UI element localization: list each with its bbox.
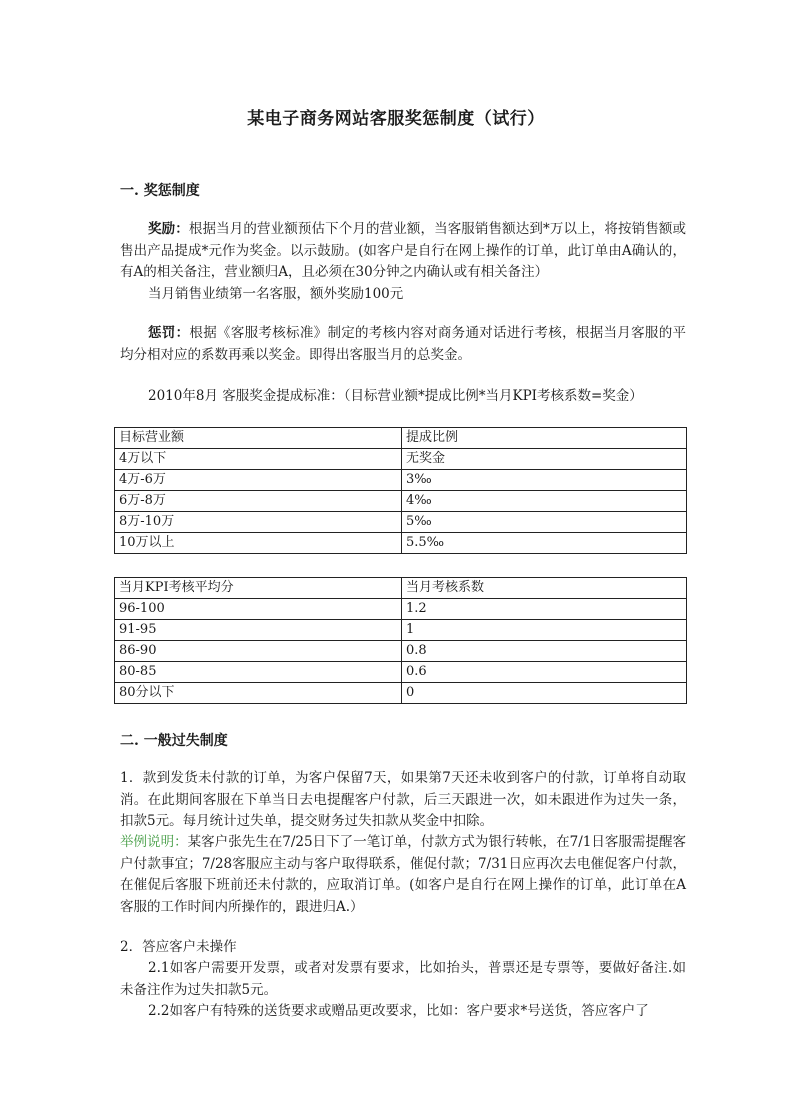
table-cell: 4‰ xyxy=(402,491,687,512)
table-row xyxy=(115,533,687,554)
table-row xyxy=(115,491,687,512)
table-cell: 8万-10万 xyxy=(115,512,402,533)
table-row xyxy=(115,641,687,662)
reward-text: 根据当月的营业额预估下个月的营业额，当客服销售额达到*万以上，将按销售额或售出产品提成*元作为奖金。以示鼓励。(如客户是自行在网上操作的订单，此订单由A确认的，有A的相关备注，营业额归A，且必须在30分钟之内确认或有相关备注） xyxy=(120,221,687,280)
table-cell: 0.6 xyxy=(402,662,687,683)
penalty-label: 惩罚： xyxy=(148,325,190,341)
table-row xyxy=(115,470,687,491)
reward-extra-line: 当月销售业绩第一名客服，额外奖励100元 xyxy=(148,286,404,302)
table-cell: 80分以下 xyxy=(115,683,402,704)
table-cell: 96-100 xyxy=(115,599,402,620)
table-row xyxy=(115,512,687,533)
table-row xyxy=(115,620,687,641)
item-2-heading: 2．答应客户未操作 xyxy=(120,939,237,955)
table-header-cell: 当月考核系数 xyxy=(402,578,687,599)
table-cell: 4万以下 xyxy=(115,449,402,470)
item-2-1-paragraph: 2.1如客户需要开发票，或者对发票有要求，比如抬头，普票还是专票等，要做好备注.如未备注作为过失扣款5元。 xyxy=(120,960,686,998)
table-cell: 0.8 xyxy=(402,641,687,662)
table-header-cell: 当月KPI考核平均分 xyxy=(115,578,402,599)
item-2-2-paragraph: 2.2如客户有特殊的送货要求或赠品更改要求，比如：客户要求*号送货，答应客户了 xyxy=(148,1003,649,1019)
table-row xyxy=(115,599,687,620)
table-row xyxy=(115,683,687,704)
table-cell: 4万-6万 xyxy=(115,470,402,491)
table-cell: 91-95 xyxy=(115,620,402,641)
table-cell: 5‰ xyxy=(402,512,687,533)
example-label: 举例说明： xyxy=(120,834,188,850)
table-cell: 80-85 xyxy=(115,662,402,683)
table-cell: 无奖金 xyxy=(402,449,687,470)
penalty-paragraph xyxy=(120,323,686,366)
table-cell: 1.2 xyxy=(402,599,687,620)
section-1-heading: 一. 奖惩制度 xyxy=(120,183,200,199)
table-cell: 0 xyxy=(402,683,687,704)
table-cell: 1 xyxy=(402,620,687,641)
table-header-row xyxy=(115,428,687,449)
table-row xyxy=(115,662,687,683)
example-paragraph xyxy=(120,832,686,918)
table-header-cell: 目标营业额 xyxy=(115,428,402,449)
penalty-text: 根据《客服考核标准》制定的考核内容对商务通对话进行考核，根据当月客服的平均分相对应的系数再乘以奖金。即得出客服当月的总奖金。 xyxy=(120,325,687,363)
bonus-standard-line: 2010年8月 客服奖金提成标准：（目标营业额*提成比例*当月KPI考核系数=奖金） xyxy=(148,388,643,404)
table-cell: 6万-8万 xyxy=(115,491,402,512)
overdue-payment-paragraph: 1．款到发货未付款的订单，为客户保留7天，如果第7天还未收到客户的付款，订单将自动取消。在此期间客服在下单当日去电提醒客户付款，后三天跟进一次，如未跟进作为过失一条，扣款5元。每月统计过失单，提交财务过失扣款从奖金中扣除。 xyxy=(120,770,686,829)
table-cell: 86-90 xyxy=(115,641,402,662)
section-2-heading: 二. 一般过失制度 xyxy=(120,733,228,749)
table-cell: 3‰ xyxy=(402,470,687,491)
commission-rate-table xyxy=(114,427,687,554)
table-header-cell: 提成比例 xyxy=(402,428,687,449)
table-row xyxy=(115,449,687,470)
table-cell: 10万以上 xyxy=(115,533,402,554)
table-header-row xyxy=(115,578,687,599)
reward-paragraph xyxy=(120,219,686,284)
example-text: 某客户张先生在7/25日下了一笔订单，付款方式为银行转帐，在7/1日客服需提醒客户付款事宜；7/28客服应主动与客户取得联系，催促付款；7/31日应再次去电催促客户付款，在催促后客服下班前还未付款的，应取消订单。(如客户是自行在网上操作的订单，此订单在A客服的工作时间内所操作的，跟进归A.） xyxy=(120,834,686,915)
document-title: 某电子商务网站客服奖惩制度（试行） xyxy=(247,109,545,129)
kpi-coefficient-table xyxy=(114,577,687,704)
table-cell: 5.5‰ xyxy=(402,533,687,554)
reward-label: 奖励： xyxy=(148,221,189,237)
